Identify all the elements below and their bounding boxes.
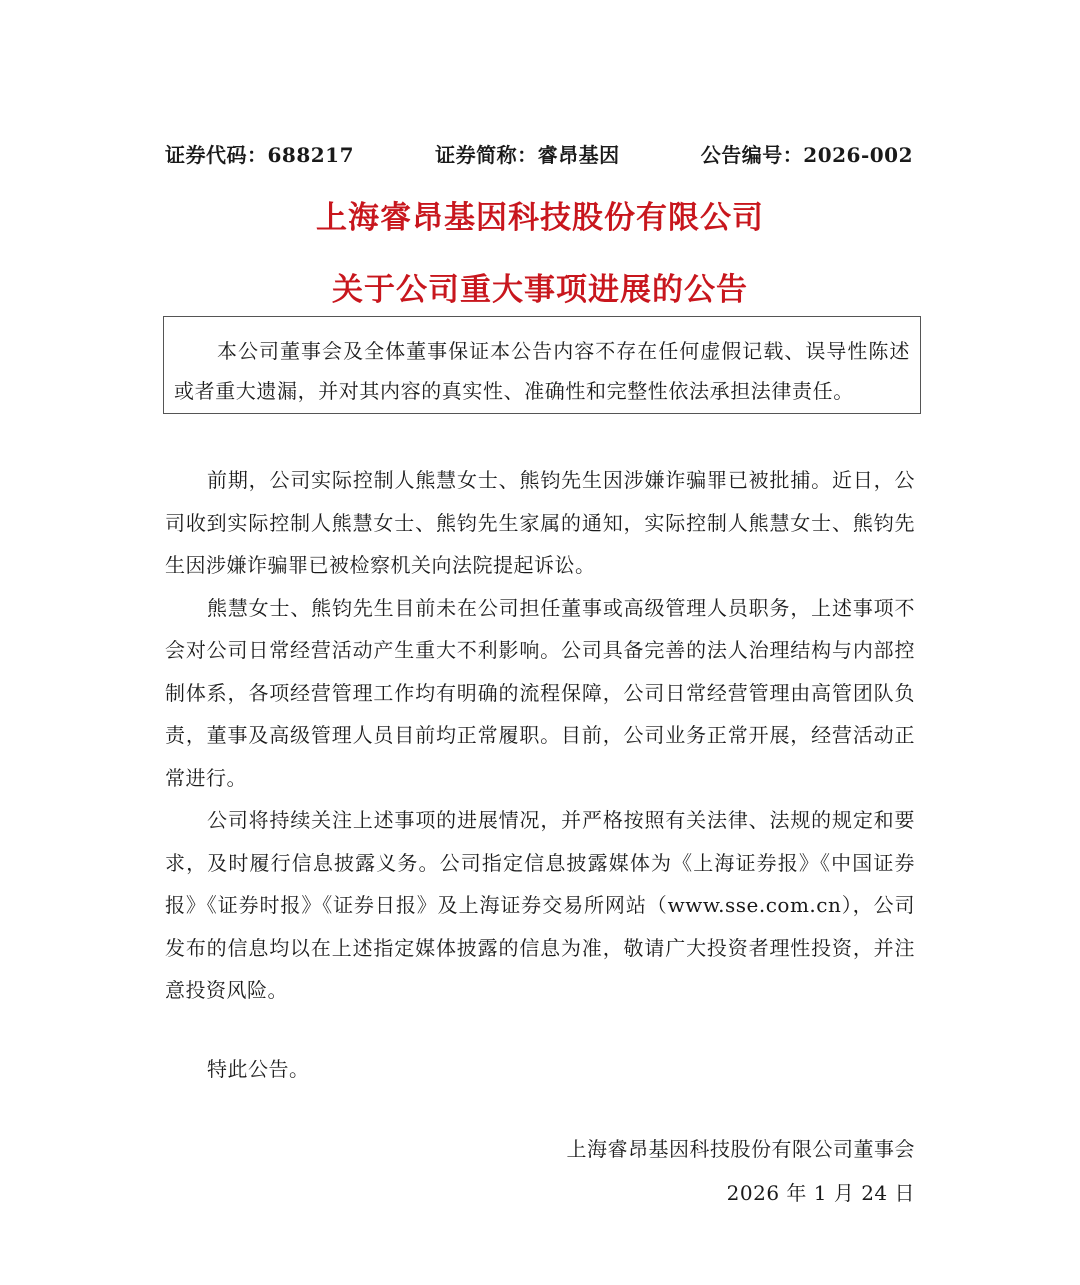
body-paragraph: 熊慧女士、熊钧先生目前未在公司担任董事或高级管理人员职务，上述事项不会对公司日常经营活动产生重大不利影响。公司具备完善的法人治理结构与内部控制体系，各项经营管理工作均有明确的流程保障，公司日常经营管理由高管团队负责，董事及高级管理人员目前均正常履职。目前，公司业务正常开展，经营活动正常进行。 <box>165 595 915 790</box>
signature-block <box>567 1127 916 1215</box>
closing-statement: 特此公告。 <box>207 1057 310 1081</box>
company-title: 上海睿昂基因科技股份有限公司 <box>316 200 764 236</box>
signature-date: 2026 年 1 月 24 日 <box>726 1181 915 1205</box>
body-paragraph: 公司将持续关注上述事项的进展情况，并严格按照有关法律、法规的规定和要求，及时履行信息披露义务。公司指定信息披露媒体为《上海证券报》《中国证券报》《证券时报》《证券日报》及上海证券交易所网站（www.sse.com.cn），公司发布的信息均以在上述指定媒体披露的信息为准，敬请广大投资者理性投资，并注意投资风险。 <box>165 808 915 1002</box>
stock-code: 证券代码：688217 <box>165 142 354 167</box>
body-paragraph: 前期，公司实际控制人熊慧女士、熊钧先生因涉嫌诈骗罪已被批捕。近日，公司收到实际控制人熊慧女士、熊钧先生家属的通知，实际控制人熊慧女士、熊钧先生因涉嫌诈骗罪已被检察机关向法院提起诉讼。 <box>165 468 915 577</box>
announcement-title: 关于公司重大事项进展的公告 <box>332 272 748 308</box>
announcement-number: 公告编号：2026-002 <box>700 142 913 167</box>
document-header <box>165 136 913 170</box>
stock-abbreviation: 证券简称：睿昂基因 <box>435 142 620 167</box>
announcement-body <box>165 459 915 1012</box>
signature-company: 上海睿昂基因科技股份有限公司董事会 <box>566 1137 915 1161</box>
disclaimer-box: 本公司董事会及全体董事保证本公告内容不存在任何虚假记载、误导性陈述或者重大遗漏，并对其内容的真实性、准确性和完整性依法承担法律责任。 <box>163 316 921 414</box>
